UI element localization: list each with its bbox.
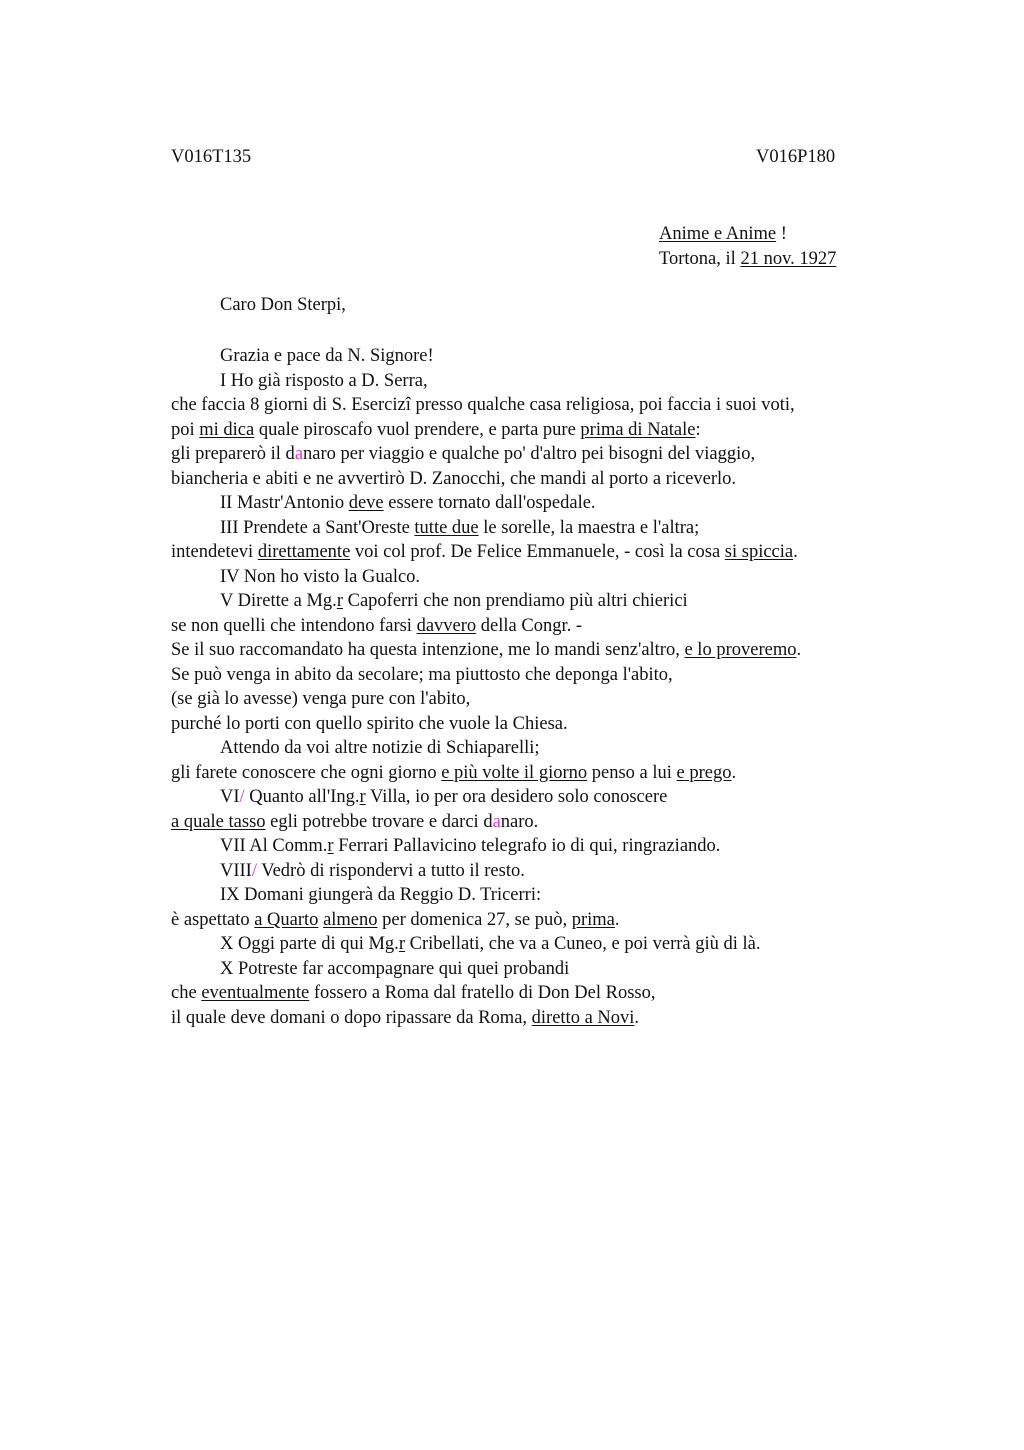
letter-line [171,663,801,688]
line-text: quale piroscafo vuol prendere, e parta pure [254,419,581,440]
underlined-text: e più volte il giorno [441,762,588,783]
letter-heading [659,222,836,271]
line-text: Se può venga in abito da secolare; ma piuttosto che deponga l'abito, [171,664,673,685]
highlight-mark: / [239,787,245,807]
line-text: VI [220,787,240,807]
underlined-text: davvero [416,615,477,636]
line-text: Vedrò di rispondervi a tutto il resto. [256,860,525,881]
place: Tortona, il [659,248,741,269]
line-text: III Prendete a Sant'Oreste [220,517,415,538]
document-code-left: V016T135 [171,147,252,167]
underlined-text: e prego [676,762,732,783]
letter-line [171,957,801,982]
underlined-text: mi dica [199,419,255,440]
line-text: VII Al Comm. [220,836,328,856]
line-text: . [731,762,737,783]
letter-line [171,712,801,737]
letter-date: 21 nov. 1927 [740,248,837,269]
underlined-text: a Quarto [254,909,319,930]
letter-line [171,932,801,957]
line-text: egli potrebbe trovare e darci d [265,811,493,832]
letter-line [171,761,801,786]
line-text: biancheria e abiti e ne avvertirò D. Zanocchi, che mandi al porto a riceverlo. [171,468,737,489]
letter-line [171,834,801,859]
line-text: Attendo da voi altre notizie di Schiaparelli; [220,738,540,758]
line-text: voi col prof. De Felice Emmanuele, - così la cosa [350,542,725,562]
line-text: Ferrari Pallavicino telegrafo io di qui, ringraziando. [333,836,721,856]
letter-line [171,859,801,884]
letter-body [171,344,801,1030]
line-text: che faccia 8 giorni di S. Esercizi [171,395,411,415]
line-text: II Mastr'Antonio [220,493,349,513]
underlined-text: direttamente [257,542,351,562]
letter-line [171,491,801,516]
underlined-text: eventualmente [201,983,310,1003]
line-text: V Dirette a Mg. [220,591,337,611]
letter-line [171,467,801,492]
letter-line [171,589,801,614]
line-text: poi [171,419,200,440]
underlined-text: e lo proveremo [684,640,797,660]
underlined-text: deve [348,493,384,513]
letter-line [171,736,801,761]
letter-line [171,614,801,639]
line-text: Capoferri che non prendiamo più altri chierici [342,591,688,611]
line-text: è aspettato [171,909,255,930]
letter-line [171,1006,801,1031]
letter-line [171,393,801,418]
line-text: Cribellati, che va a Cuneo, e poi verrà giù di là. [404,934,761,954]
letter-line [171,516,801,541]
line-text: Quanto all'Ing. [244,787,360,807]
line-text: . [793,542,798,562]
highlight-mark: a [294,444,304,464]
document-code-right: V016P180 [756,147,836,167]
line-text: le sorelle, la maestra e l'altra; [478,517,700,538]
underlined-text: r [327,836,334,856]
underlined-text: tutte due [414,517,479,538]
line-text: il quale deve domani o dopo ripassare da Roma, [171,1007,532,1028]
letter-line [171,540,801,565]
line-text: che [171,983,202,1003]
line-text: IX Domani giungerà da Reggio D. Tricerri: [220,885,542,905]
motto-punct: ! [776,224,787,244]
line-text: gli farete conoscere che ogni giorno [171,762,442,783]
letter-line [171,369,801,394]
underlined-text: a quale tasso [171,811,266,832]
motto-line [659,222,836,247]
line-text: penso a lui [587,762,677,783]
line-text: : [695,419,701,440]
letter-line [171,687,801,712]
line-text: Villa, io per ora desidero solo conoscere [365,787,668,807]
underlined-text: si spiccia [724,542,794,562]
line-text: VIII [220,860,252,881]
line-text: IV Non ho visto la Gualco. [220,566,421,587]
letter-line [171,442,801,467]
line-text: presso qualche casa religiosa, poi faccia i suoi voti, [410,395,795,415]
salutation: Caro Don Sterpi, [220,295,346,315]
line-text: X Potreste far accompagnare qui quei probandi [220,958,570,979]
letter-line [171,418,801,443]
underlined-text: r [359,787,366,807]
line-text: intendetevi [171,542,258,562]
underlined-text: prima [571,909,615,930]
highlight-mark: / [251,860,257,881]
line-text: (se già lo avesse) venga pure con l'abito, [171,689,471,709]
underlined-text: r [336,591,343,611]
motto-title: Anime e Anime [659,224,777,244]
line-text: . [796,640,802,660]
line-text: fossero a Roma dal fratello di Don Del Rosso, [309,983,656,1003]
line-text: X Oggi parte di qui Mg. [220,934,399,954]
line-text: naro. [500,811,539,832]
underlined-text: diretto a Novi [531,1007,635,1028]
underlined-text: prima di Natale [580,419,696,440]
letter-line [171,638,801,663]
letter-line [171,344,801,369]
line-text: Se il suo raccomandato ha questa intenzione, me lo mandi senz'altro, [171,640,685,660]
line-text: essere tornato dall'ospedale. [383,493,596,513]
letter-line [171,883,801,908]
line-text: della Congr. - [476,615,583,636]
line-text: I Ho già risposto a D. Serra, [220,370,428,391]
letter-line [171,981,801,1006]
place-date-line [659,247,836,272]
letter-line [171,785,801,810]
line-text: per domenica 27, se può, [377,909,572,930]
line-text: gli preparerò il d [171,444,295,464]
letter-line [171,908,801,933]
line-text: purché lo porti con quello spirito che vuole la Chiesa. [171,713,568,734]
letter-line [171,565,801,590]
line-text: Grazia e pace da N. Signore! [220,346,434,366]
letter-line [171,810,801,835]
line-text: naro per viaggio e qualche po' d'altro pei bisogni del viaggio, [303,444,756,464]
line-text: se non quelli che intendono farsi [171,615,417,636]
line-text: . [634,1007,640,1028]
line-text: . [614,909,620,930]
underlined-text: r [398,934,405,954]
highlight-mark: a [492,811,501,832]
underlined-text: almeno [323,909,378,930]
